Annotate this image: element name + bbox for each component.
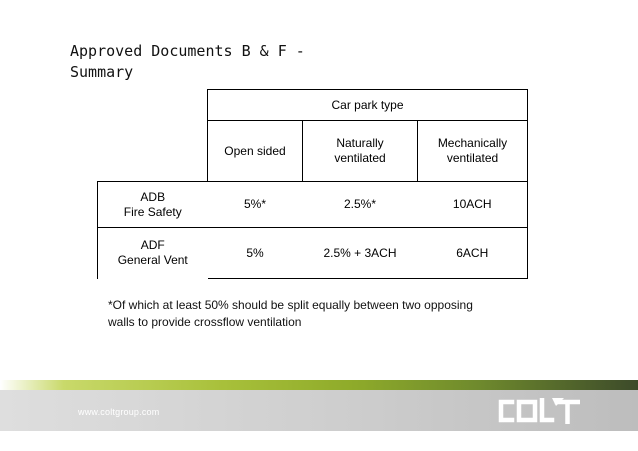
- column-header-naturally-ventilated: Naturally ventilated: [303, 121, 418, 182]
- column-header-mechanically-ventilated: Mechanically ventilated: [418, 121, 528, 182]
- row-label-adb: ADB Fire Safety: [98, 182, 208, 228]
- footer-bar: [0, 390, 638, 431]
- title-line-1: Approved Documents B & F -: [70, 42, 305, 60]
- footnote: [108, 297, 538, 331]
- summary-table: [97, 89, 528, 279]
- accent-band: [0, 380, 638, 390]
- row-label-adf: ADF General Vent: [98, 228, 208, 279]
- cell-adf-naturally-ventilated: 2.5% + 3ACH: [303, 228, 418, 279]
- cell-adb-open-sided: 5%*: [208, 182, 303, 228]
- table-row: [98, 182, 528, 228]
- group-header: Car park type: [208, 90, 528, 121]
- table-corner: [98, 90, 208, 121]
- footnote-line-1: *Of which at least 50% should be split equally between two opposing: [108, 298, 473, 312]
- colt-logo-icon: [494, 398, 580, 424]
- cell-adf-open-sided: 5%: [208, 228, 303, 279]
- table-column-row: [98, 121, 528, 182]
- cell-adf-mechanically-ventilated: 6ACH: [418, 228, 528, 279]
- slide-title: [70, 41, 370, 83]
- website-url[interactable]: www.coltgroup.com: [78, 407, 160, 417]
- cell-adb-naturally-ventilated: 2.5%*: [303, 182, 418, 228]
- table-header-row: [98, 90, 528, 121]
- footnote-line-2: walls to provide crossflow ventilation: [108, 315, 302, 329]
- table-corner-2: [98, 121, 208, 182]
- title-line-2: Summary: [70, 63, 134, 81]
- table-row: [98, 228, 528, 279]
- column-header-open-sided: Open sided: [208, 121, 303, 182]
- cell-adb-mechanically-ventilated: 10ACH: [418, 182, 528, 228]
